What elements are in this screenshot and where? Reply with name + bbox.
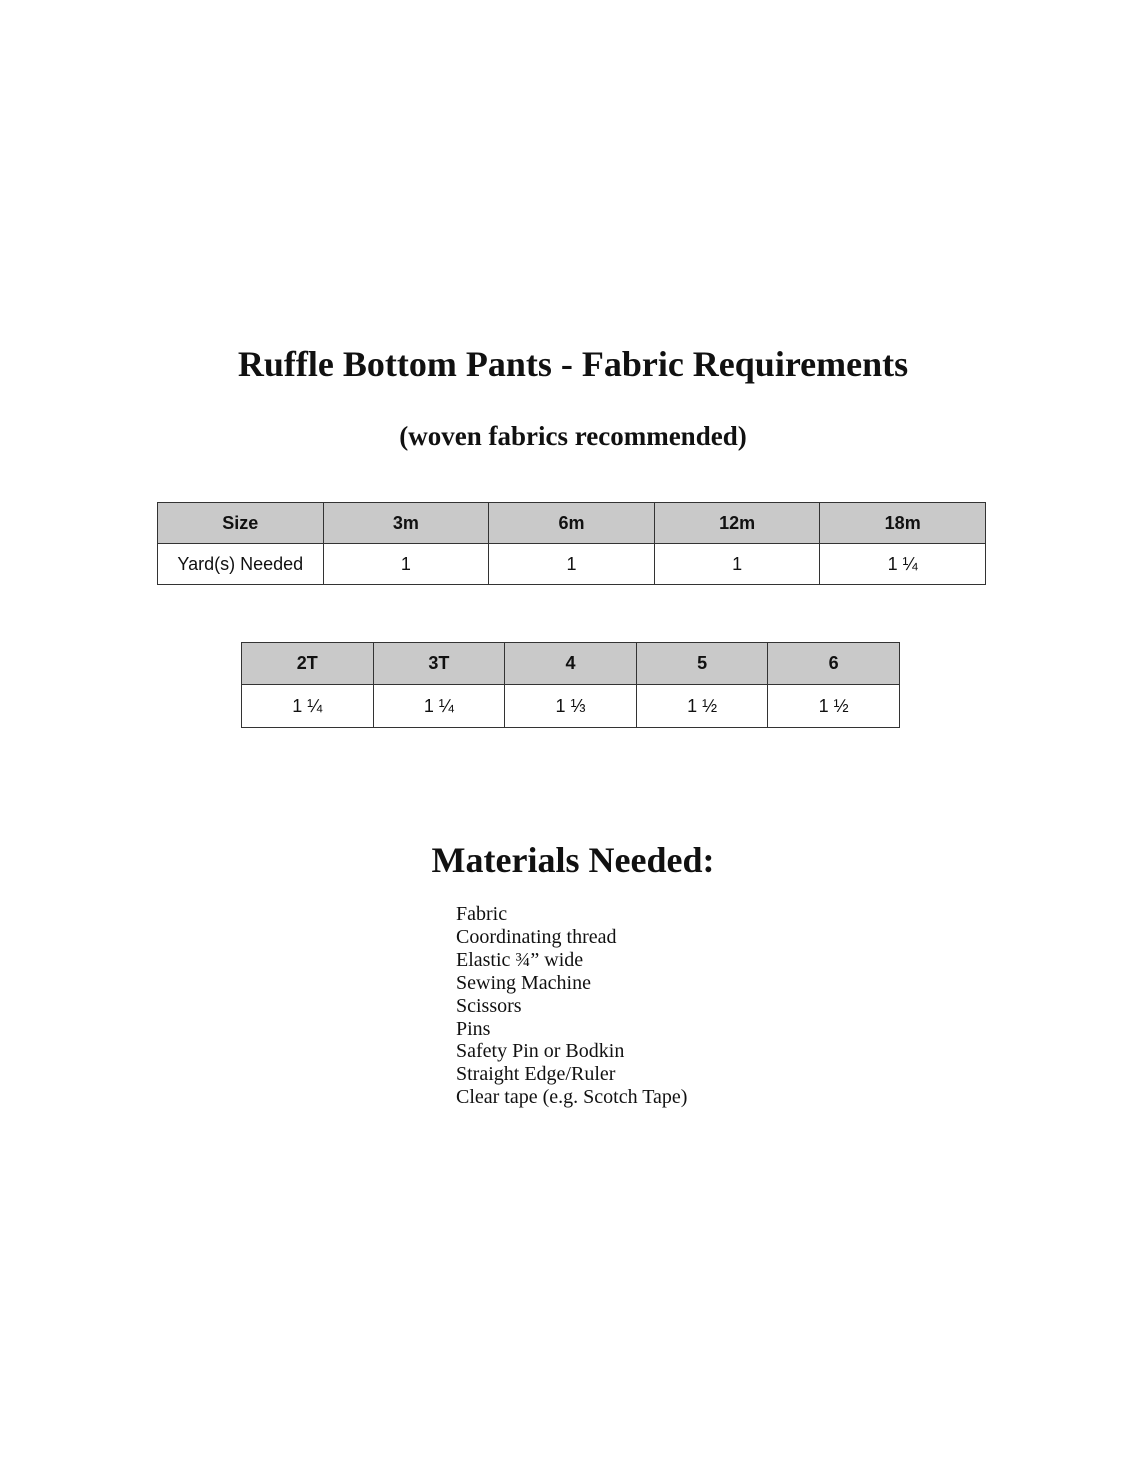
table-header-cell: 3T <box>373 643 505 685</box>
list-item: Clear tape (e.g. Scotch Tape) <box>456 1086 688 1109</box>
table-header-row <box>242 643 900 685</box>
table-header-cell: 2T <box>242 643 374 685</box>
materials-list <box>456 903 687 1109</box>
list-item: Elastic ¾” wide <box>456 948 584 971</box>
list-item: Sewing Machine <box>456 971 591 994</box>
materials-heading: Materials Needed: <box>431 840 715 880</box>
table-cell: 1 ¼ <box>373 685 505 728</box>
list-item: Coordinating thread <box>456 925 617 948</box>
fabric-requirements-table-infant <box>157 502 986 585</box>
page-subtitle: (woven fabrics recommended) <box>399 421 747 451</box>
table-header-cell: 4 <box>505 643 637 685</box>
list-item: Scissors <box>456 994 522 1017</box>
table-header-cell: 3m <box>323 503 489 544</box>
table-row <box>242 685 900 728</box>
table-row-label: Yard(s) Needed <box>158 544 324 585</box>
page-title: Ruffle Bottom Pants - Fabric Requirements <box>237 344 909 384</box>
table-cell: 1 <box>489 544 655 585</box>
table-cell: 1 ⅓ <box>505 685 637 728</box>
table-header-cell: 5 <box>636 643 768 685</box>
table-cell: 1 <box>654 544 820 585</box>
table-cell: 1 ¼ <box>820 544 986 585</box>
table-header-cell: 12m <box>654 503 820 544</box>
table-row <box>158 544 986 585</box>
table-cell: 1 ¼ <box>242 685 374 728</box>
table-cell: 1 ½ <box>636 685 768 728</box>
table-header-cell: 6m <box>489 503 655 544</box>
table-header-cell: Size <box>158 503 324 544</box>
table-header-cell: 6 <box>768 643 900 685</box>
fabric-requirements-table-toddler <box>241 642 900 728</box>
list-item: Pins <box>456 1017 491 1040</box>
list-item: Fabric <box>456 903 508 925</box>
list-item: Straight Edge/Ruler <box>456 1063 616 1086</box>
table-header-row <box>158 503 986 544</box>
table-header-cell: 18m <box>820 503 986 544</box>
table-cell: 1 <box>323 544 489 585</box>
list-item: Safety Pin or Bodkin <box>456 1040 625 1063</box>
table-cell: 1 ½ <box>768 685 900 728</box>
